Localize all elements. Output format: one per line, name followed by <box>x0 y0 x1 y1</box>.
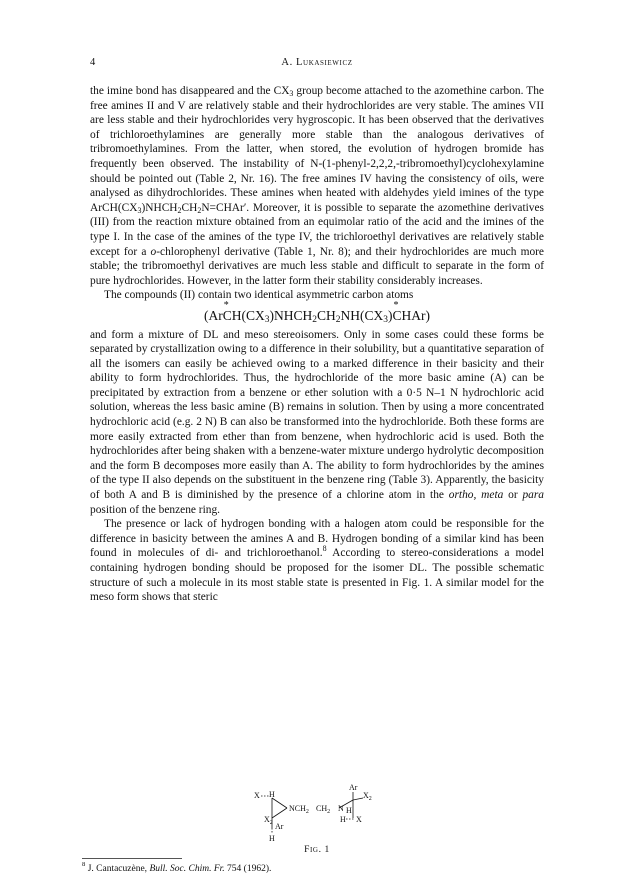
page-number: 4 <box>90 57 96 68</box>
paragraph-4: The presence or lack of hydrogen bonding with a halogen atom could be responsible for the difference in basicity between the amines A and B. Hydrogen bonding of a similar kind has been found in molecules of di- and trichloroethanol.$^8$ According to stereo-considerations a model containing hydrogen bonding should be proposed for the isomer DL. The possible schematic structure of such a molecule in its most stable state is presented in Fig. 1. A similar model for the meso form shows that steric <box>90 518 544 604</box>
fig-ch2: $CH_2$ <box>316 804 331 815</box>
fig-x-left: X <box>254 791 260 800</box>
fig-x2-left: $X_2$ <box>264 815 273 826</box>
footnote-mark: 8 <box>82 861 86 868</box>
fig-h-right-2: H <box>340 815 346 824</box>
paragraph-1: the imine bond has disappeared and the $CX_3$ group become attached to the azomethine carbon. The free amines II and V are relatively stable and their hydrochlorides are very stable. The amines VII are less stable and their hydrochlorides very hygroscopic. It has been observed that the derivatives of trichloroethylamines are generally more stable than the analogous derivatives of tribromoethylamines. From the latter, when stored, the evolution of hydrogen bromide has frequently been observed. The instability of N-(1-phenyl-2,2,2,-tribromoethyl)cyclohexylamine should be pointed out (Table 2, Nr. 16). The free amines IV having the consistency of oils, were analysed as dihydrochlorides. These amines when heated with aldehydes yield imines of the type $ArCH(CX_3)NHCH_2CH_2N=CHAr'$. Moreover, it is possible to separate the azomethine derivatives (III) from the reaction mixture obtained from an equimolar ratio of the acid and the imines of the type I. In the case of the amines of the type IV, the trichloroethyl derivatives are relatively stable except for a o-chlorophenyl derivative (Table 1, Nr. 8); and their hydrochlorides are much more stable; the tribromoethyl derivatives are much less stable and difficult to separate in the form of pure hydrochlorides. However, in the latter form their stability considerably increases. <box>90 85 544 287</box>
fig-h-left: H <box>269 790 275 799</box>
footnote: $^8$ J. Cantacuzène, Bull. Soc. Chim. Fr. 754 (1962). <box>82 861 272 874</box>
footnote-rule <box>82 858 182 859</box>
running-header <box>90 57 544 71</box>
fig-h-bottom: H <box>269 834 275 842</box>
body-text <box>90 84 544 605</box>
paragraph-3: and form a mixture of DL and meso stereoisomers. Only in some cases could these forms be separated by crystallization owing to a difference in their solubility, but a quantitative separation of all the isomers can easily be achieved owing to a marked difference in their basicity and their ability to form hydrochlorides. Thus, the hydrochloride of the more basic amine (A) can be precipitated by extraction from a benzene or ether solution with a 0·5 N–1 N hydrochloric acid solution, whereas the less basic amine (B) remains in solution. Then by using a more concentrated hydrochloric acid (e.g. 2 N) B can also be transformed into the hydrochloride. Both these forms are more easily extracted from ether than from benzene, when hydrochloric acid is used. Both the hydrochlorides after being shaken with a benzene-water mixture undergo hydrolytic decomposition and the form B decomposes more easily than A. The ability to form hydrochlorides by the amines of the type II also depends on the substituent in the benzene ring (Table 3). Apparently, the basicity of both A and B is diminished by the presence of a chlorine atom in the ortho, meta or para position of the benzene ring. <box>90 328 544 516</box>
fig-n-right: N <box>338 804 344 813</box>
fig-x-right-2: X <box>356 815 362 824</box>
chemical-formula: (Ar* $CH(CX_3)NHCH_2CH_2NH(CX_3)*$ CHAr) <box>90 303 544 328</box>
figure-1-structure <box>245 784 385 842</box>
fig-ar-bottom: Ar <box>275 822 284 831</box>
fig-h-right: H <box>346 806 352 815</box>
running-author: A. Lukasiewicz <box>281 57 353 68</box>
paragraph-2: The compounds (II) contain two identical asymmetric carbon atoms <box>104 289 414 302</box>
fig-nch2: $NCH_2$ <box>289 804 309 815</box>
fig-ar-top: Ar <box>349 784 358 792</box>
fig-x2-right: $X_2$ <box>363 791 372 802</box>
figure-caption: Fig. 1 <box>304 845 330 855</box>
